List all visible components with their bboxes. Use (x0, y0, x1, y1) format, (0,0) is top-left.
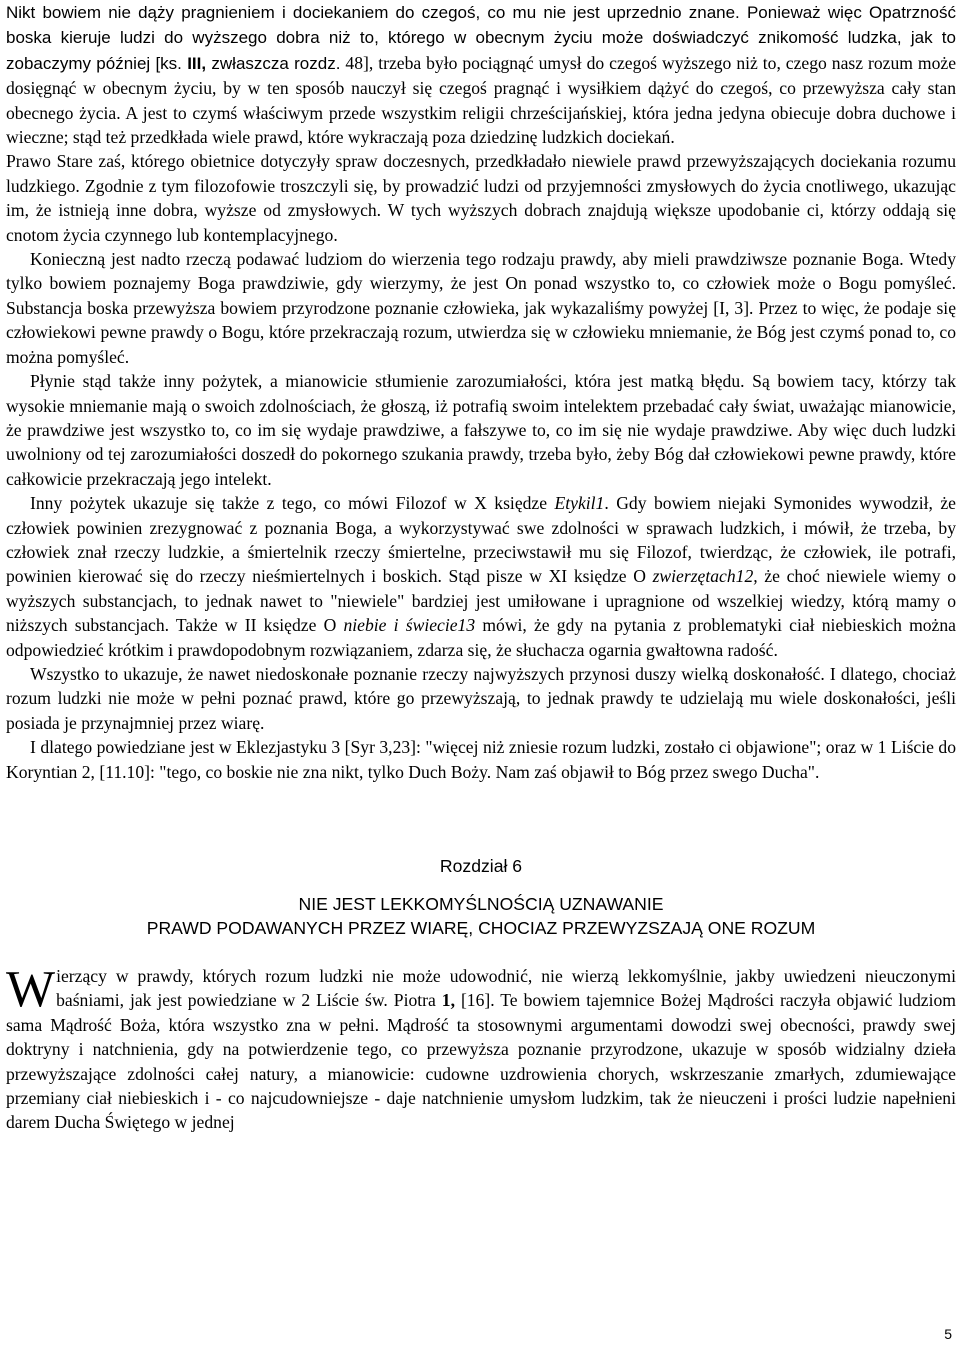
body-paragraph (6, 369, 956, 491)
chapter-title-line-2: PRAWD PODAWANYCH PRZEZ WIARĘ, CHOCIAZ PRZEWYZSZAJĄ ONE ROZUM (146, 918, 816, 938)
text-run: mówi, że gdy na pytania z problematyki ciał niebieskich można odpowiedzieć krótkim i prawdopodobnym rozwiązaniem, zdarza się, że słuchacza ogarnia gwałtowna radość. (6, 615, 956, 660)
text-run: Konieczną jest nadto rzeczą podawać ludziom do wierzenia tego rodzaju prawdy, aby mieli prawdziwsze poznanie Boga. Wtedy tylko bowiem poznajemy Boga prawdziwie, gdy wierzymy, że jest On ponad wszystko to, co człowiek może o Bogu pomyśleć. Substancja boska przewyższa bowiem przyrodzone poznanie człowieka, jak wykazaliśmy powyżej [I, 3]. Przez to więc, że podaje się człowiekowi pewne prawdy o Bogu, które przekraczają rozum, utwierdza się w człowieku mniemanie, że Bóg jest czymś ponad to, co można pomyśleć. (6, 249, 956, 367)
text-run: zwierzętach12, (652, 566, 758, 587)
text-run: niebie i świecie13 (343, 615, 476, 636)
text-run: Wszystko to ukazuje, że nawet niedoskonałe poznanie rzeczy najwyższych przynosi duszy wielką doskonałość. I dlatego, chociaż rozum ludzki nie może w pełni poznać prawd, które go przewyższają, to jednak prawdy te udzielają mu wiele doskonałości, jeśli posiada je przynajmniej przez wiarę. (6, 663, 956, 733)
body-paragraph (6, 247, 956, 369)
body-paragraph (6, 735, 956, 784)
text-run: Prawo Stare zaś, którego obietnice dotyczyły spraw doczesnych, przedkładało niewiele prawd przewyższających dociekania rozumu ludzkiego. Zgodnie z tym filozofowie troszczyli się, by prowadzić ludzi od przyjemności zmysłowych do życia cnotliwego, ukazując im, że istnieją inne dobra, wyższe od zmysłowych. W tych wyższych dobrach znajdują większe upodobanie ci, którzy oddają się cnotom życia czynnego lub kontemplacyjnego. (6, 151, 956, 245)
body-paragraph (6, 149, 956, 247)
text-run: III, (187, 53, 207, 73)
text-run: że choć niewiele wiemy o wyższych substancjach, to jednak nawet to "niewiele" bardziej jest umiłowane i upragnione od wszelkiej wiedzy, którą mamy o niższych substancjach. Także w II księdze O (6, 566, 956, 636)
document-page (6, 0, 956, 1135)
body-text (6, 0, 956, 784)
text-run: 48], trzeba było pociągnąć umysł do czegoś wyższego niż to, czego nasz rozum może dosięgnąć w obecnym życiu, by w ten sposób nauczył się czegoś pragnąć i wysiłkiem dążyć do czegoś, co przewyższa cały stan obecnego życia. A jest to czymś właściwym przede wszystkim religii chrześcijańskiej, która jedna jedyna obiecuje dobra duchowe i wieczne; stąd też przedkłada wiele prawd, które wykraczają poza dziedzinę ludzkich dociekań. (6, 52, 957, 148)
text-run: [16]. Te bowiem tajemnice Bożej Mądrości raczyła objawić ludziom sama Mądrość Boża, która wszystko zna w pełni. Mądrość ta stosownymi argumentami dowodzi swej obecności, prawdy swej doktryny i natchnienia, gdy na potwierdzenie tego, co przewyższa poznanie przyrodzone, ukazuje w sposób widzialny dzieła przewyższające zdolności całej natury, a mianowicie: cudowne uzdrowienia chorych, wskrzeszanie zmarłych, zdumiewające przemiany ciał niebieskich i - co najcudowniejsze - daje natchnienie umysłom ludzkim, tak że nieuczeni i prości ludzie napełnieni darem Ducha Świętego w jednej (6, 990, 956, 1133)
body-paragraph (6, 491, 956, 662)
text-run: . Gdy bowiem niejaki Symonides wywodził, że człowiek powinien zrezygnować z poznania Boga, a wykorzystywać swe zdolności w sprawach ludzkich, i mówił, że trzeba, by człowiek znał rzeczy ludzkie, a śmiertelnik rzeczy śmiertelne, przeciwstawił mu się Filozof, twierdząc, że człowiek, ile potrafi, powinien kierować się do rzeczy nieśmiertelnych i boskich. Stąd pisze w XI księdze O (6, 493, 956, 587)
text-run: zwłaszcza rozdz. (206, 53, 341, 73)
drop-cap-initial: W (6, 961, 56, 1018)
page-number: 5 (944, 1326, 952, 1342)
text-run: 1, (441, 990, 455, 1011)
text-run: Inny pożytek ukazuje się także z tego, co mówi Filozof w X księdze (30, 493, 555, 514)
text-run: ierzący w prawdy, których rozum ludzki nie może udowodnić, nie wierzą lekkomyślnie, jakby uwiedzeni nieuczonymi baśniami, jak jest powiedziane w 2 Liście św. Piotra (56, 966, 956, 1011)
body-paragraph (6, 0, 956, 149)
text-run: Nikt bowiem nie dąży pragnieniem i dociekaniem do czegoś, co mu nie jest uprzednio znane. Ponieważ więc Opatrzność boska kieruje ludzi do wyższego dobra niż to, którego w obecnym życiu może doświadczyć znikomość ludzka, jak to zobaczymy później [ks. (6, 3, 956, 73)
text-run: Etykil1 (554, 493, 605, 514)
body-paragraph (6, 662, 956, 735)
text-run: Płynie stąd także inny pożytek, a mianowicie stłumienie zarozumiałości, która jest matką błędu. Są bowiem tacy, którzy tak wysokie mniemanie mają o swoich zdolnościach, że głoszą, iż potrafią swoim intelektem przebadać cały świat, uważając mianowicie, że prawdziwe jest wszystko to, co im się wydaje prawdziwe, a fałszywe to, co im się nie wydaje prawdziwe. Aby więc duch ludzki uwolniony od tej zarozumiałości doszedł do pokornego szukania prawdy, trzeba było, żeby Bóg dał człowiekowi pewne prawdy, które całkowicie przekraczają jego intelekt. (6, 371, 956, 489)
chapter-opening-paragraph (6, 961, 956, 1135)
chapter-title-line-1: NIE JEST LEKKOMYŚLNOŚCIĄ UZNAWANIE (298, 894, 664, 914)
chapter-number: Rozdział 6 (439, 856, 523, 876)
chapter-heading (6, 854, 956, 940)
chapter-opening-text (6, 961, 956, 1133)
text-run: I dlatego powiedziane jest w Eklezjastyku 3 [Syr 3,23]: "więcej niż zniesie rozum ludzki, zostało ci objawione"; oraz w 1 Liście do Koryntian 2, [11.10]: "tego, co boskie nie zna nikt, tylko Duch Boży. Nam zaś objawił to Bóg przez swego Ducha". (6, 737, 956, 782)
